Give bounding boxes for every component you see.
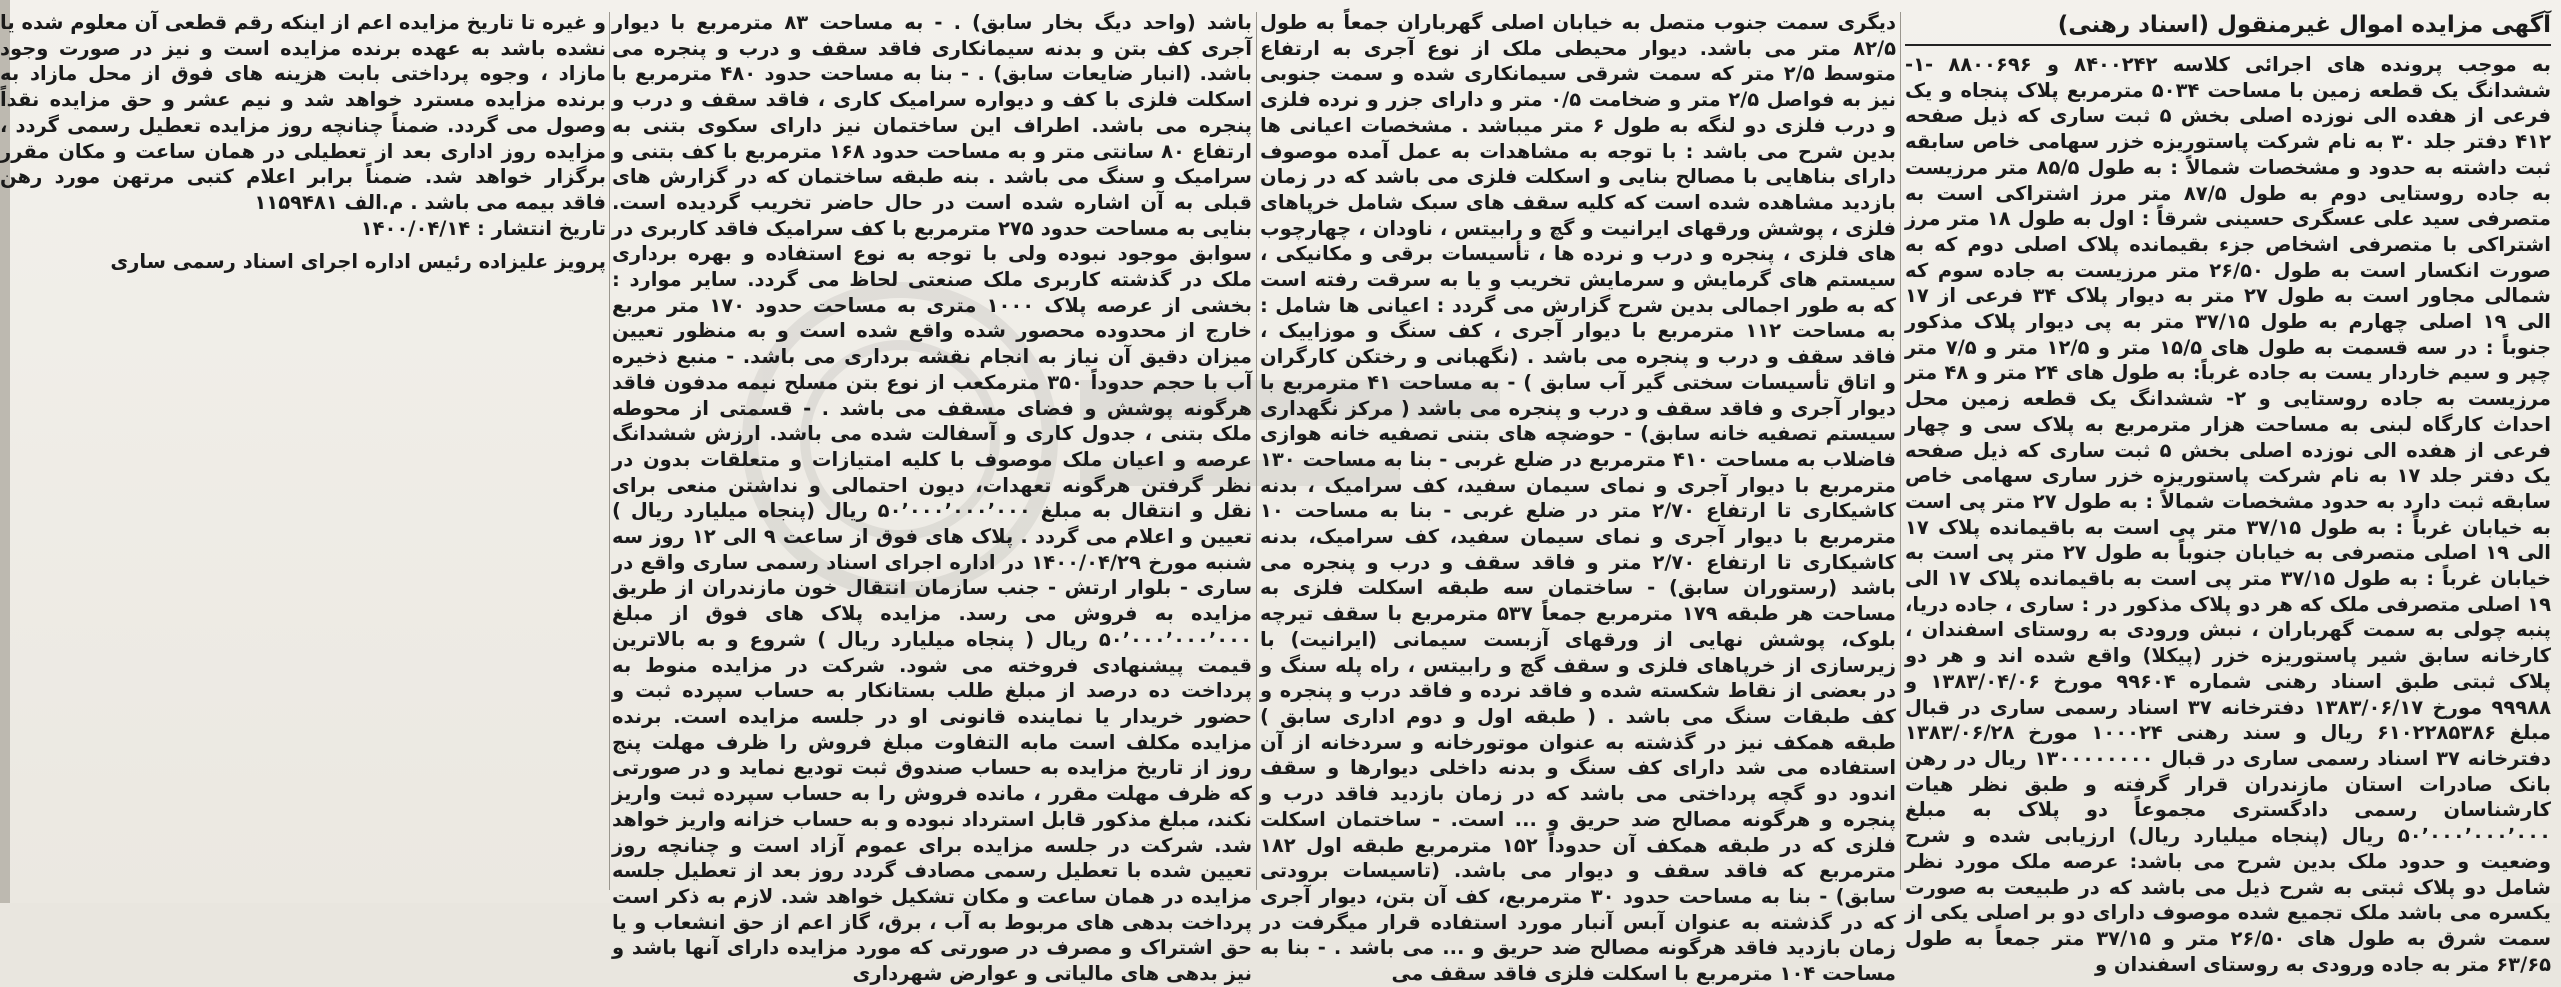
notice-column-1 [1905, 10, 2552, 976]
notice-column-2 [1260, 10, 1897, 986]
notice-column-3 [612, 10, 1253, 986]
column-divider [1256, 12, 1257, 890]
notice-paragraph: و غیره تا تاریخ مزایده اعم از اینکه رقم قطعی آن معلوم شده یا نشده باشد به عهده برنده مزایده است و نیز در صورت وجود مازاد ، وجوه پرداختی بابت هزینه های فوق از محل مازاد به برنده مزایده مسترد خواهد شد و نیم عشر و حق مزایده نقداً وصول می گردد. ضمناً چنانچه روز مزایده تعطیل رسمی گردد ، مزایده روز اداری بعد از تعطیلی در همان ساعت و مکان مقرر برگزار خواهد شد. ضمناً برابر اعلام کتبی مرتهن مورد رهن فاقد بیمه می باشد . م.الف ۱۱۵۹۴۸۱ [0, 11, 606, 214]
signature: پرویز علیزاده رئیس اداره اجرای اسناد رسمی ساری [110, 250, 606, 274]
title-rule [1905, 44, 2551, 46]
notice-paragraph: به موجب پرونده های اجرائی کلاسه ۸۴۰۰۲۴۲ و ۸۸۰۰۶۹۶ -۱- ششدانگ یک قطعه زمین با مساحت ۵۰۳۴ مترمربع پلاک پنجاه و یک فرعی از هفده الی نوزده اصلی بخش ۵ ثبت ساری که ذیل صفحه ۴۱۲ دفتر جلد ۳۰ به نام شرکت پاستوریزه خزر سهامی خاص سابقه ثبت داشته به حدود و مشخصات شمالاً : به طول ۸۵/۵ متر مرزیست به جاده روستایی دوم به طول ۸۷/۵ متر مرز اشتراکی است به متصرفی سید علی عسگری حسینی شرقاً : اول به طول ۱۸ متر مرز اشتراکی با متصرفی اشخاص جزء بقیمانده پلاک اصلی دوم که به صورت انکسار است به طول ۲۶/۵۰ متر مرزیست به جاده سوم که شمالی مجاور است به طول ۲۷ متر به دیوار پلاک ۳۴ فرعی از ۱۷ الی ۱۹ اصلی چهارم به طول ۳۷/۱۵ متر به پی دیوار پلاک مذکور جنوباً : در سه قسمت به طول های ۱۵/۵ متر و ۱۲/۵ متر و ۷/۵ متر چپر و سیم خاردار یست به جاده غرباً: به طول های ۲۴ متر و ۴۸ متر مرزیست به جاده روستایی و ۲- ششدانگ یک قطعه زمین محل احداث کارگاه لبنی به مساحت هزار مترمربع به پلاک سی و چهار فرعی از هفده الی نوزده اصلی بخش ۵ ثبت ساری که ذیل صفحه یک دفتر جلد ۱۷ به نام شرکت پاستوریزه خزر ساری سهامی خاص سابقه ثبت دارد به حدود مشخصات شمالاً : به طول ۲۷ متر پی است به خیابان غرباً : به طول ۳۷/۱۵ متر پی است به باقیمانده پلاک ۱۷ الی ۱۹ اصلی متصرفی به خیابان جنوباً به طول ۲۷ متر پی است به خیابان غرباً : به طول ۳۷/۱۵ متر پی است به باقیمانده پلاک ۱۷ الی ۱۹ اصلی متصرفی ملک که هر دو پلاک مذکور در : ساری ، جاده دریا، پنبه چولی به سمت گهرباران ، نبش ورودی به روستای اسفندان ، کارخانه سابق شیر پاستوریزه خزر (پیکلا) واقع شده اند و هر دو پلاک ثبتی طبق اسناد رهنی شماره ۹۹۶۰۴ مورخ ۱۳۸۳/۰۴/۰۶ و ۹۹۹۸۸ مورخ ۱۳۸۳/۰۶/۱۷ دفترخانه ۳۷ اسناد رسمی ساری در قبال مبلغ ۶۱۰۲۲۸۵۳۸۶ ریال و سند رهنی ۱۰۰۰۲۴ مورخ ۱۳۸۳/۰۶/۲۸ دفترخانه ۳۷ اسناد رسمی ساری در قبال ۱۳۰۰۰۰۰۰۰۰ ریال در رهن بانک صادرات استان مازندران قرار گرفته و طبق نظر هیات کارشناسان رسمی دادگستری مجموعاً دو پلاک به مبلغ ۵۰٬۰۰۰٬۰۰۰٬۰۰۰ ریال (پنجاه میلیارد ریال) ارزیابی شده و شرح وضعیت و حدود ملک بدین شرح می باشد: عرصه ملک مورد نظر شامل دو پلاک ثبتی به شرح ذیل می باشد که در طبیعت به صورت یکسره می باشد ملک تجمیع شده موصوف دارای دو بر اصلی یکی از سمت شرق به طول های ۲۶/۵۰ متر و ۳۷/۱۵ متر جمعاً به طول ۶۳/۶۵ متر به جاده ورودی به روستای اسفندان و [1905, 53, 2552, 976]
column-divider [609, 12, 610, 890]
column-divider [1900, 12, 1901, 890]
notice-paragraph: باشد (واحد دیگ بخار سابق) . - به مساحت ۸۳ مترمربع با دیوار آجری کف بتن و بدنه سیمانکاری فاقد سقف و درب و پنجره می باشد. (انبار ضایعات سابق) . - بنا به مساحت حدود ۴۸۰ مترمربع با اسکلت فلزی با کف و دیواره سرامیک کاری ، فاقد سقف و درب و پنجره می باشد. اطراف این ساختمان نیز دارای سکوی بتنی به ارتفاع ۸۰ سانتی متر و به مساحت حدود ۱۶۸ مترمربع با کف بتنی و سرامیک و سنگ می باشد . بنه طبقه ساختمان که در گزارش های قبلی به آن اشاره شده است در حال حاضر تخریب گردیده است. بنایی به مساحت حدود ۲۷۵ مترمربع با کف سرامیک فاقد کاربری در سوابق موجود نبوده ولی با توجه به نوع استفاده و بهره برداری ملک در گذشته کاربری ملک صنعتی لحاظ می گردد. سایر موارد : بخشی از عرصه پلاک ۱۰۰۰ متری به مساحت حدود ۱۷۰ متر مربع خارج از محدوده محصور شده واقع شده است و به منظور تعیین میزان دقیق آن نیاز به انجام نقشه برداری می باشد. - منبع ذخیره آب با حجم حدوداً ۳۵۰ مترمکعب از نوع بتن مسلح نیمه مدفون فاقد هرگونه پوشش و فضای مسقف می باشد . - قسمتی از محوطه ملک بتنی ، جدول کاری و آسفالت شده می باشد. ارزش ششدانگ عرصه و اعیان ملک موصوف با کلیه امتیازات و متعلقات بدون در نظر گرفتن هرگونه تعهدات، دیون احتمالی و نداشتن منعی برای نقل و انتقال به مبلغ ۵۰٬۰۰۰٬۰۰۰٬۰۰۰ ریال (پنجاه میلیارد ریال ) تعیین و اعلام می گردد . پلاک های فوق از ساعت ۹ الی ۱۲ روز سه شنبه مورخ ۱۴۰۰/۰۴/۲۹ در اداره اجرای اسناد رسمی ساری واقع در ساری - بلوار ارتش - جنب سازمان انتقال خون مازندران از طریق مزایده به فروش می رسد. مزایده پلاک های فوق از مبلغ ۵۰٬۰۰۰٬۰۰۰٬۰۰۰ ریال ( پنجاه میلیارد ریال ) شروع و به بالاترین قیمت پیشنهادی فروخته می شود. شرکت در مزایده منوط به پرداخت ده درصد از مبلغ طلب بستانکار به حساب سپرده ثبت و حضور خریدار یا نماینده قانونی او در جلسه مزایده است. برنده مزایده مکلف است مابه التفاوت مبلغ فروش را ظرف مهلت پنج روز از تاریخ مزایده به حساب صندوق ثبت تودیع نماید و در صورتی که ظرف مهلت مقرر ، مانده فروش را به حساب سپرده ثبت واریز نکند، مبلغ مذکور قابل استرداد نبوده و به حساب خزانه واریز خواهد شد. شرکت در جلسه مزایده برای عموم آزاد است و چنانچه روز تعیین شده با تعطیل رسمی مصادف گردد روز بعد از تعطیل جلسه مزایده در همان ساعت و مکان تشکیل خواهد شد. لازم به ذکر است پرداخت بدهی های مربوط به آب ، برق، گاز اعم از حق انشعاب و یا حق اشتراک و مصرف در صورتی که مورد مزایده دارای آنها باشد و نیز بدهی های مالیاتی و عوارض شهرداری [612, 11, 1253, 986]
notice-column-4 [0, 10, 606, 890]
notice-title: آگهی مزایده اموال غیرمنقول (اسناد رهنی) [2057, 12, 2551, 38]
publication-date: تاریخ انتشار : ۱۴۰۰/۰۴/۱۴ [360, 216, 606, 240]
notice-paragraph: دیگری سمت جنوب متصل به خیابان اصلی گهرباران جمعاً به طول ۸۲/۵ متر می باشد. دیوار محیطی ملک از نوع آجری به ارتفاع متوسط ۲/۵ متر که سمت شرقی سیمانکاری شده و سمت جنوبی نیز به فواصل ۲/۵ متر و ضخامت ۰/۵ متر و دارای جزر و نرده فلزی و درب فلزی دو لنگه به طول ۶ متر میباشد . مشخصات اعیانی ها بدین شرح می باشد : با توجه به مشاهدات به عمل آمده موصوف دارای بناهایی با مصالح بنایی و اسکلت فلزی می باشد که در زمان بازدید مشاهده شده است که کلیه سقف های سبک شامل خرپاهای فلزی ، پوشش ورقهای ایرانیت و گچ و رابیتس ، ناودان ، چهارچوب های فلزی ، پنجره و درب و نرده ها ، تأسیسات برقی و مکانیکی ، سیستم های گرمایش و سرمایش تخریب و یا به سرقت رفته است که به طور اجمالی بدین شرح گزارش می گردد : اعیانی ها شامل : به مساحت ۱۱۲ مترمربع با دیوار آجری ، کف سنگ و موزاییک ، فاقد سقف و درب و پنجره می باشد . (نگهبانی و رختکن کارگران و اتاق تأسیسات سختی گیر آب سابق ) - به مساحت ۴۱ مترمربع با دیوار آجری و فاقد سقف و درب و پنجره می باشد ( مرکز نگهداری سیستم تصفیه خانه سابق) - حوضچه های بتنی تصفیه خانه هوازی فاضلاب به مساحت ۴۱۰ مترمربع در ضلع غربی - بنا به مساحت ۱۳۰ مترمربع با دیوار آجری و نمای سیمان سفید، کف سرامیک ، بدنه کاشیکاری تا ارتفاع ۲/۷۰ متر در ضلع غربی - بنا به مساحت ۱۰ مترمربع با دیوار آجری و نمای سیمان سفید، کف سرامیک، بدنه کاشیکاری تا ارتفاع ۲/۷۰ متر و فاقد سقف و درب و پنجره می باشد (رستوران سابق) - ساختمان سه طبقه اسکلت فلزی به مساحت هر طبقه ۱۷۹ مترمربع جمعاً ۵۳۷ مترمربع با سقف تیرچه بلوک، پوشش نهایی از ورقهای آزبست سیمانی (ایرانیت) با زیرسازی از خرپاهای فلزی و سقف گچ و رابیتس ، راه پله سنگ و در بعضی از نقاط شکسته شده و فاقد نرده و فاقد درب و پنجره و کف طبقات سنگ می باشد . ( طبقه اول و دوم اداری سابق ) طبقه همکف نیز در گذشته به عنوان موتورخانه و سردخانه از آن استفاده می شد دارای کف سنگ و بدنه داخلی دیوارها و سقف اندود دو گچه پرداختی می باشد که در زمان بازدید فاقد درب و پنجره و هرگونه مصالح ضد حریق و ... است. - ساختمان اسکلت فلزی که در طبقه همکف آن حدوداً ۱۵۲ مترمربع طبقه اول ۱۸۲ مترمربع که فاقد سقف و دیوار می باشد. (تاسیسات برودتی سابق) - بنا به مساحت حدود ۳۰ مترمربع، کف آن بتن، دیوار آجری که در گذشته به عنوان آبس آنبار مورد استفاده قرار میگرفت در زمان بازدید فاقد هرگونه مصالح ضد حریق و ... می باشد . - بنا به مساحت ۱۰۴ مترمربع با اسکلت فلزی فاقد سقف می [1260, 11, 1897, 986]
